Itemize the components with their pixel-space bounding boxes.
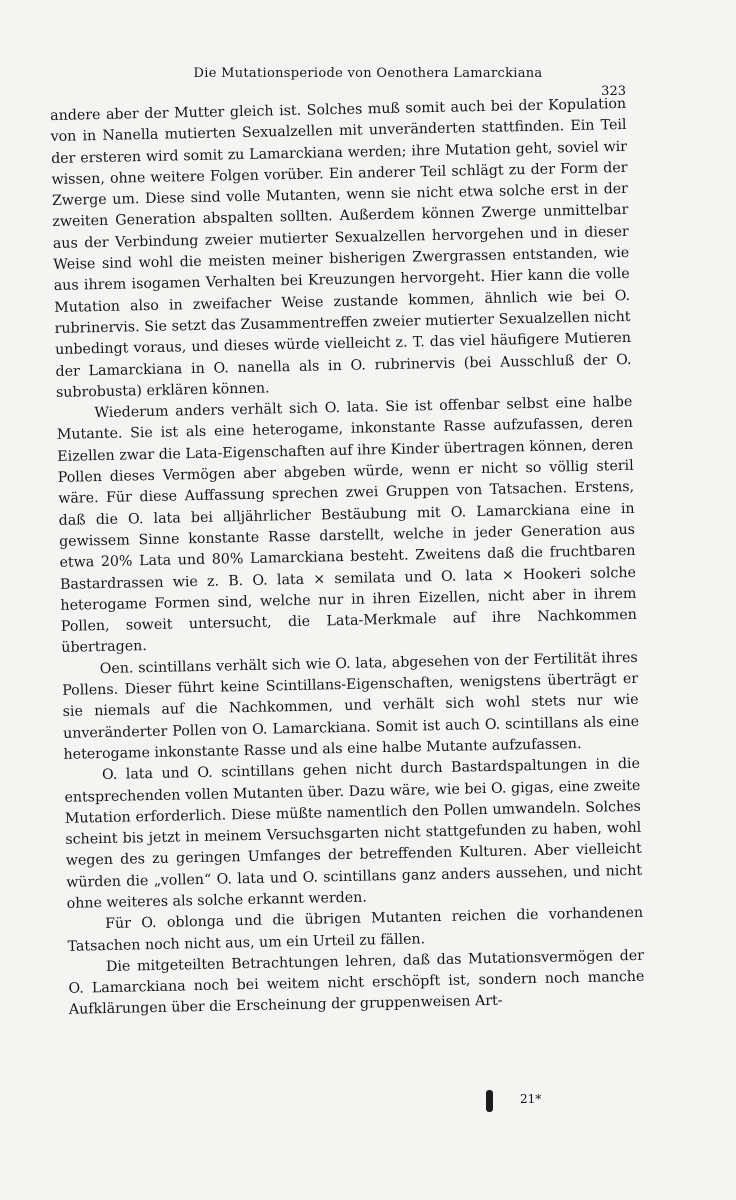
body-text [50, 94, 645, 1022]
signature-mark: 21* [520, 1092, 542, 1106]
paragraph-3: Oen. scintillans verhält sich wie O. lata, abgesehen von der Fertilität ihres Pollens. Dieser führt keine Scintillans-Eigenschaften, wenigstens überträgt er sie niemals auf die Nachkommen, und verhält sich wohl stets nur wie unveränderter Pollen von O. Lamarckiana. Somit ist auch O. scintillans als eine heterogame inkonstante Rasse und als eine halbe Mutante aufzufassen. [62, 649, 640, 763]
paragraph-2: Wiederum anders verhält sich O. lata. Sie ist offenbar selbst eine halbe Mutante. Sie ist als eine heterogame, inkonstante Rasse aufzufassen, deren Eizellen zwar die Lata-Eigenschaften auf ihre Kinder übertragen können, deren Pollen dieses Vermögen aber abgeben würde, wenn er nicht so völlig steril wäre. Für diese Auffassung sprechen zwei Gruppen von Tatsachen. Erstens, daß die O. lata bei alljährlicher Bestäubung mit O. Lamarckiana eine in gewissem Sinne konstante Rasse darstellt, welche in jeder Generation aus etwa 20% Lata und 80% Lamarckiana besteht. Zweitens daß die fruchtbaren Bastardrassen wie z. B. O. lata × semilata und O. lata × Hookeri solche heterogame Formen sind, welche nur in ihren Eizellen, nicht aber in ihrem Pollen, soweit untersucht, die Lata-Merkmale auf ihre Nachkommen übertragen. [56, 394, 637, 657]
paragraph-6: Die mitgeteilten Betrachtungen lehren, daß das Mutationsvermögen der O. Lamarckiana noch bei weitem nicht erschöpft ist, sondern noch manche Aufklärungen über die Erscheinung der gruppenweisen Art- [68, 947, 645, 1019]
ink-blot [486, 1090, 493, 1112]
paragraph-1: andere aber der Mutter gleich ist. Solches muß somit auch bei der Kopulation von in Nanella mutierten Sexualzellen mit unveränderten stattfinden. Ein Teil der ersteren wird somit zu Lamarckiana werden; ihre Mutation geht, soviel wir wissen, ohne weitere Folgen vorüber. Ein anderer Teil schlägt zu der Form der Zwerge um. Diese sind volle Mutanten, wenn sie nicht etwa solche erst in der zweiten Generation abspalten sollten. Außerdem können Zwerge unmittelbar aus der Verbindung zweier mutierter Sexualzellen hervorgehen und in dieser Weise sind wohl die meisten meiner bisherigen Zwergrassen entstanden, wie aus ihrem isogamen Verhalten bei Kreuzungen hervorgeht. Hier kann die volle Mutation also in zweifacher Weise zustande kommen, ähnlich wie bei O. rubrinervis. Sie setzt das Zusammentreffen zweier mutierter Sexualzellen nicht unbedingt voraus, und dieses würde vielleicht z. T. das viel häufigere Mutieren der Lamarckiana in O. nanella als in O. rubrinervis (bei Ausschluß der O. subrobusta) erklären können. [50, 95, 632, 401]
running-head: Die Mutationsperiode von Oenothera Lamarckiana [193, 66, 543, 81]
paragraph-5: Für O. oblonga und die übrigen Mutanten reichen die vorhandenen Tatsachen noch nicht aus, um ein Urteil zu fällen. [67, 905, 644, 955]
paragraph-4: O. lata und O. scintillans gehen nicht durch Bastardspaltungen in die entsprechenden vollen Mutanten über. Dazu wäre, wie bei O. gigas, eine zweite Mutation erforderlich. Diese müßte namentlich den Pollen umwandeln. Solches scheint bis jetzt in meinem Versuchsgarten nicht stattgefunden zu haben, wohl wegen des zu geringen Umfanges der betreffenden Kulturen. Aber vielleicht würden die „vollen“ O. lata und O. scintillans ganz anders aussehen, und nicht ohne weiteres als solche erkannt werden. [64, 755, 643, 912]
page-number: 323 [601, 84, 626, 99]
